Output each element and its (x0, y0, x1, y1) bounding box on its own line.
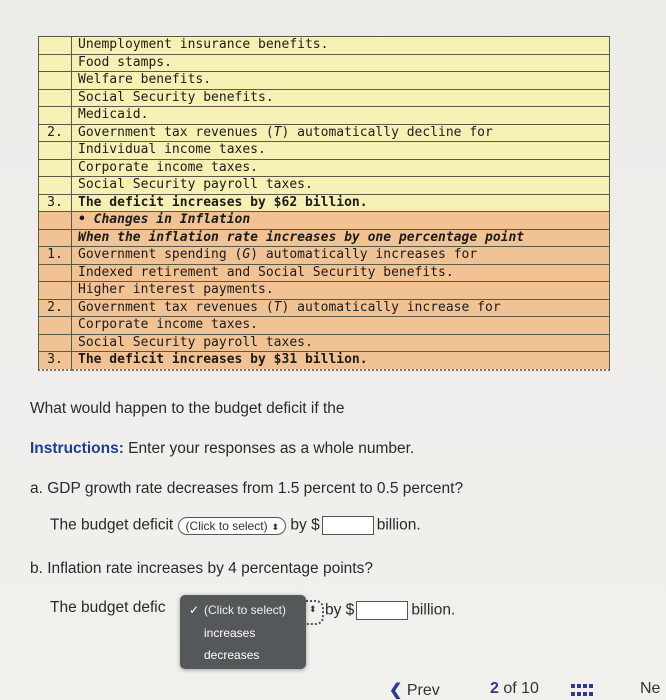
table-row (39, 264, 610, 282)
row-number (39, 282, 72, 300)
row-text: Food stamps. (72, 54, 610, 72)
row-text: When the inflation rate increases by one percentage point (72, 229, 610, 247)
prev-label: Prev (406, 682, 440, 699)
row-number (39, 54, 72, 72)
row-number (39, 334, 72, 352)
row-text: Indexed retirement and Social Security benefits. (72, 264, 610, 282)
table-row (39, 159, 610, 177)
part-b-answer-prefix: The budget defic (50, 599, 166, 616)
row-number (39, 317, 72, 335)
instructions-text: Enter your responses as a whole number. (123, 440, 415, 457)
part-b-amount-input[interactable] (356, 601, 408, 620)
part-a-direction-select[interactable] (178, 517, 287, 535)
row-text-part: Government tax revenues ( (78, 124, 274, 140)
page-current: 2 (490, 680, 499, 697)
table-row (39, 334, 610, 352)
row-number: 3. (39, 352, 72, 370)
row-text-part: Government spending ( (78, 247, 243, 263)
row-text-part: ) automatically decline for (281, 124, 493, 140)
row-number (39, 142, 72, 160)
dropdown-option-decreases[interactable]: decreases (204, 648, 260, 662)
row-number (39, 159, 72, 177)
table-row (39, 299, 610, 317)
table-row (39, 177, 610, 195)
table-row (39, 107, 610, 125)
table-row (39, 282, 610, 300)
dropdown-option-increases[interactable]: increases (204, 626, 256, 640)
table-row (39, 37, 610, 55)
row-text: • Changes in Inflation (72, 212, 610, 230)
row-text: Medicaid. (72, 107, 610, 125)
row-number: 2. (39, 299, 72, 317)
row-number: 2. (39, 124, 72, 142)
prev-button[interactable] (389, 680, 440, 700)
part-b-by-label: by $ (325, 601, 355, 619)
row-text: Social Security payroll taxes. (72, 177, 610, 195)
row-text: The deficit increases by $31 billion. (72, 352, 610, 370)
part-a-answer-prefix: The budget deficit (50, 516, 174, 534)
row-text-part: Government tax revenues ( (78, 299, 274, 315)
row-text: Welfare benefits. (72, 72, 610, 90)
page-of: of 10 (503, 680, 539, 697)
updown-chevron-icon: ⬍ (309, 604, 317, 614)
row-text: Corporate income taxes. (72, 159, 610, 177)
table-row (39, 212, 610, 230)
question-prompt: What would happen to the budget deficit if the (30, 400, 345, 417)
row-number (39, 107, 72, 125)
row-text-part: ) automatically increases for (250, 247, 478, 263)
table-row (39, 89, 610, 107)
part-a-answer-row (50, 516, 421, 535)
table-row (39, 124, 610, 142)
part-b-question: b. Inflation rate increases by 4 percentage points? (30, 560, 373, 577)
row-text-part: T (273, 299, 282, 315)
row-text-part: G (242, 247, 251, 263)
direction-dropdown-menu (180, 595, 306, 669)
row-number: 1. (39, 247, 72, 265)
table-row (39, 247, 610, 265)
part-b-answer-tail (325, 601, 455, 620)
next-button[interactable] (640, 680, 660, 698)
part-b-unit: billion. (411, 601, 456, 619)
row-text: Social Security payroll taxes. (72, 334, 610, 352)
page-indicator (490, 680, 539, 698)
checkmark-icon: ✓ (189, 603, 200, 617)
table-row (39, 72, 610, 90)
table-row (39, 54, 610, 72)
row-number (39, 89, 72, 107)
row-text: Social Security benefits. (72, 89, 610, 107)
row-text-part: ) automatically increase for (281, 299, 501, 315)
part-a-by-label: by $ (290, 516, 320, 534)
row-text-part: T (273, 124, 282, 140)
row-text: Individual income taxes. (72, 142, 610, 160)
row-text: Higher interest payments. (72, 282, 610, 300)
table-row (39, 229, 610, 247)
next-label: Ne (640, 680, 661, 697)
table-row (39, 142, 610, 160)
row-text (72, 247, 610, 265)
part-a-unit: billion. (376, 516, 421, 534)
row-text: Unemployment insurance benefits. (72, 37, 610, 55)
grid-icon[interactable] (571, 684, 593, 698)
row-number (39, 37, 72, 55)
row-number (39, 72, 72, 90)
row-text: The deficit increases by $62 billion. (72, 194, 610, 212)
part-a-select-label: (Click to select) (185, 518, 268, 533)
row-number (39, 264, 72, 282)
table-row (39, 352, 610, 370)
table-row (39, 317, 610, 335)
updown-chevron-icon: ⬍ (271, 521, 280, 532)
row-number (39, 229, 72, 247)
row-number (39, 212, 72, 230)
row-text: Corporate income taxes. (72, 317, 610, 335)
chevron-left-icon: ❮ (389, 682, 403, 699)
row-text (72, 299, 610, 317)
instructions-label: Instructions: (30, 440, 124, 457)
part-a-question: a. GDP growth rate decreases from 1.5 percent to 0.5 percent? (30, 480, 464, 497)
reference-table (38, 36, 610, 371)
part-a-amount-input[interactable] (322, 516, 374, 535)
dropdown-option-placeholder[interactable]: (Click to select) (204, 603, 287, 617)
row-number: 3. (39, 194, 72, 212)
row-number (39, 177, 72, 195)
row-text (72, 124, 610, 142)
table-row (39, 194, 610, 212)
instructions (30, 440, 414, 458)
